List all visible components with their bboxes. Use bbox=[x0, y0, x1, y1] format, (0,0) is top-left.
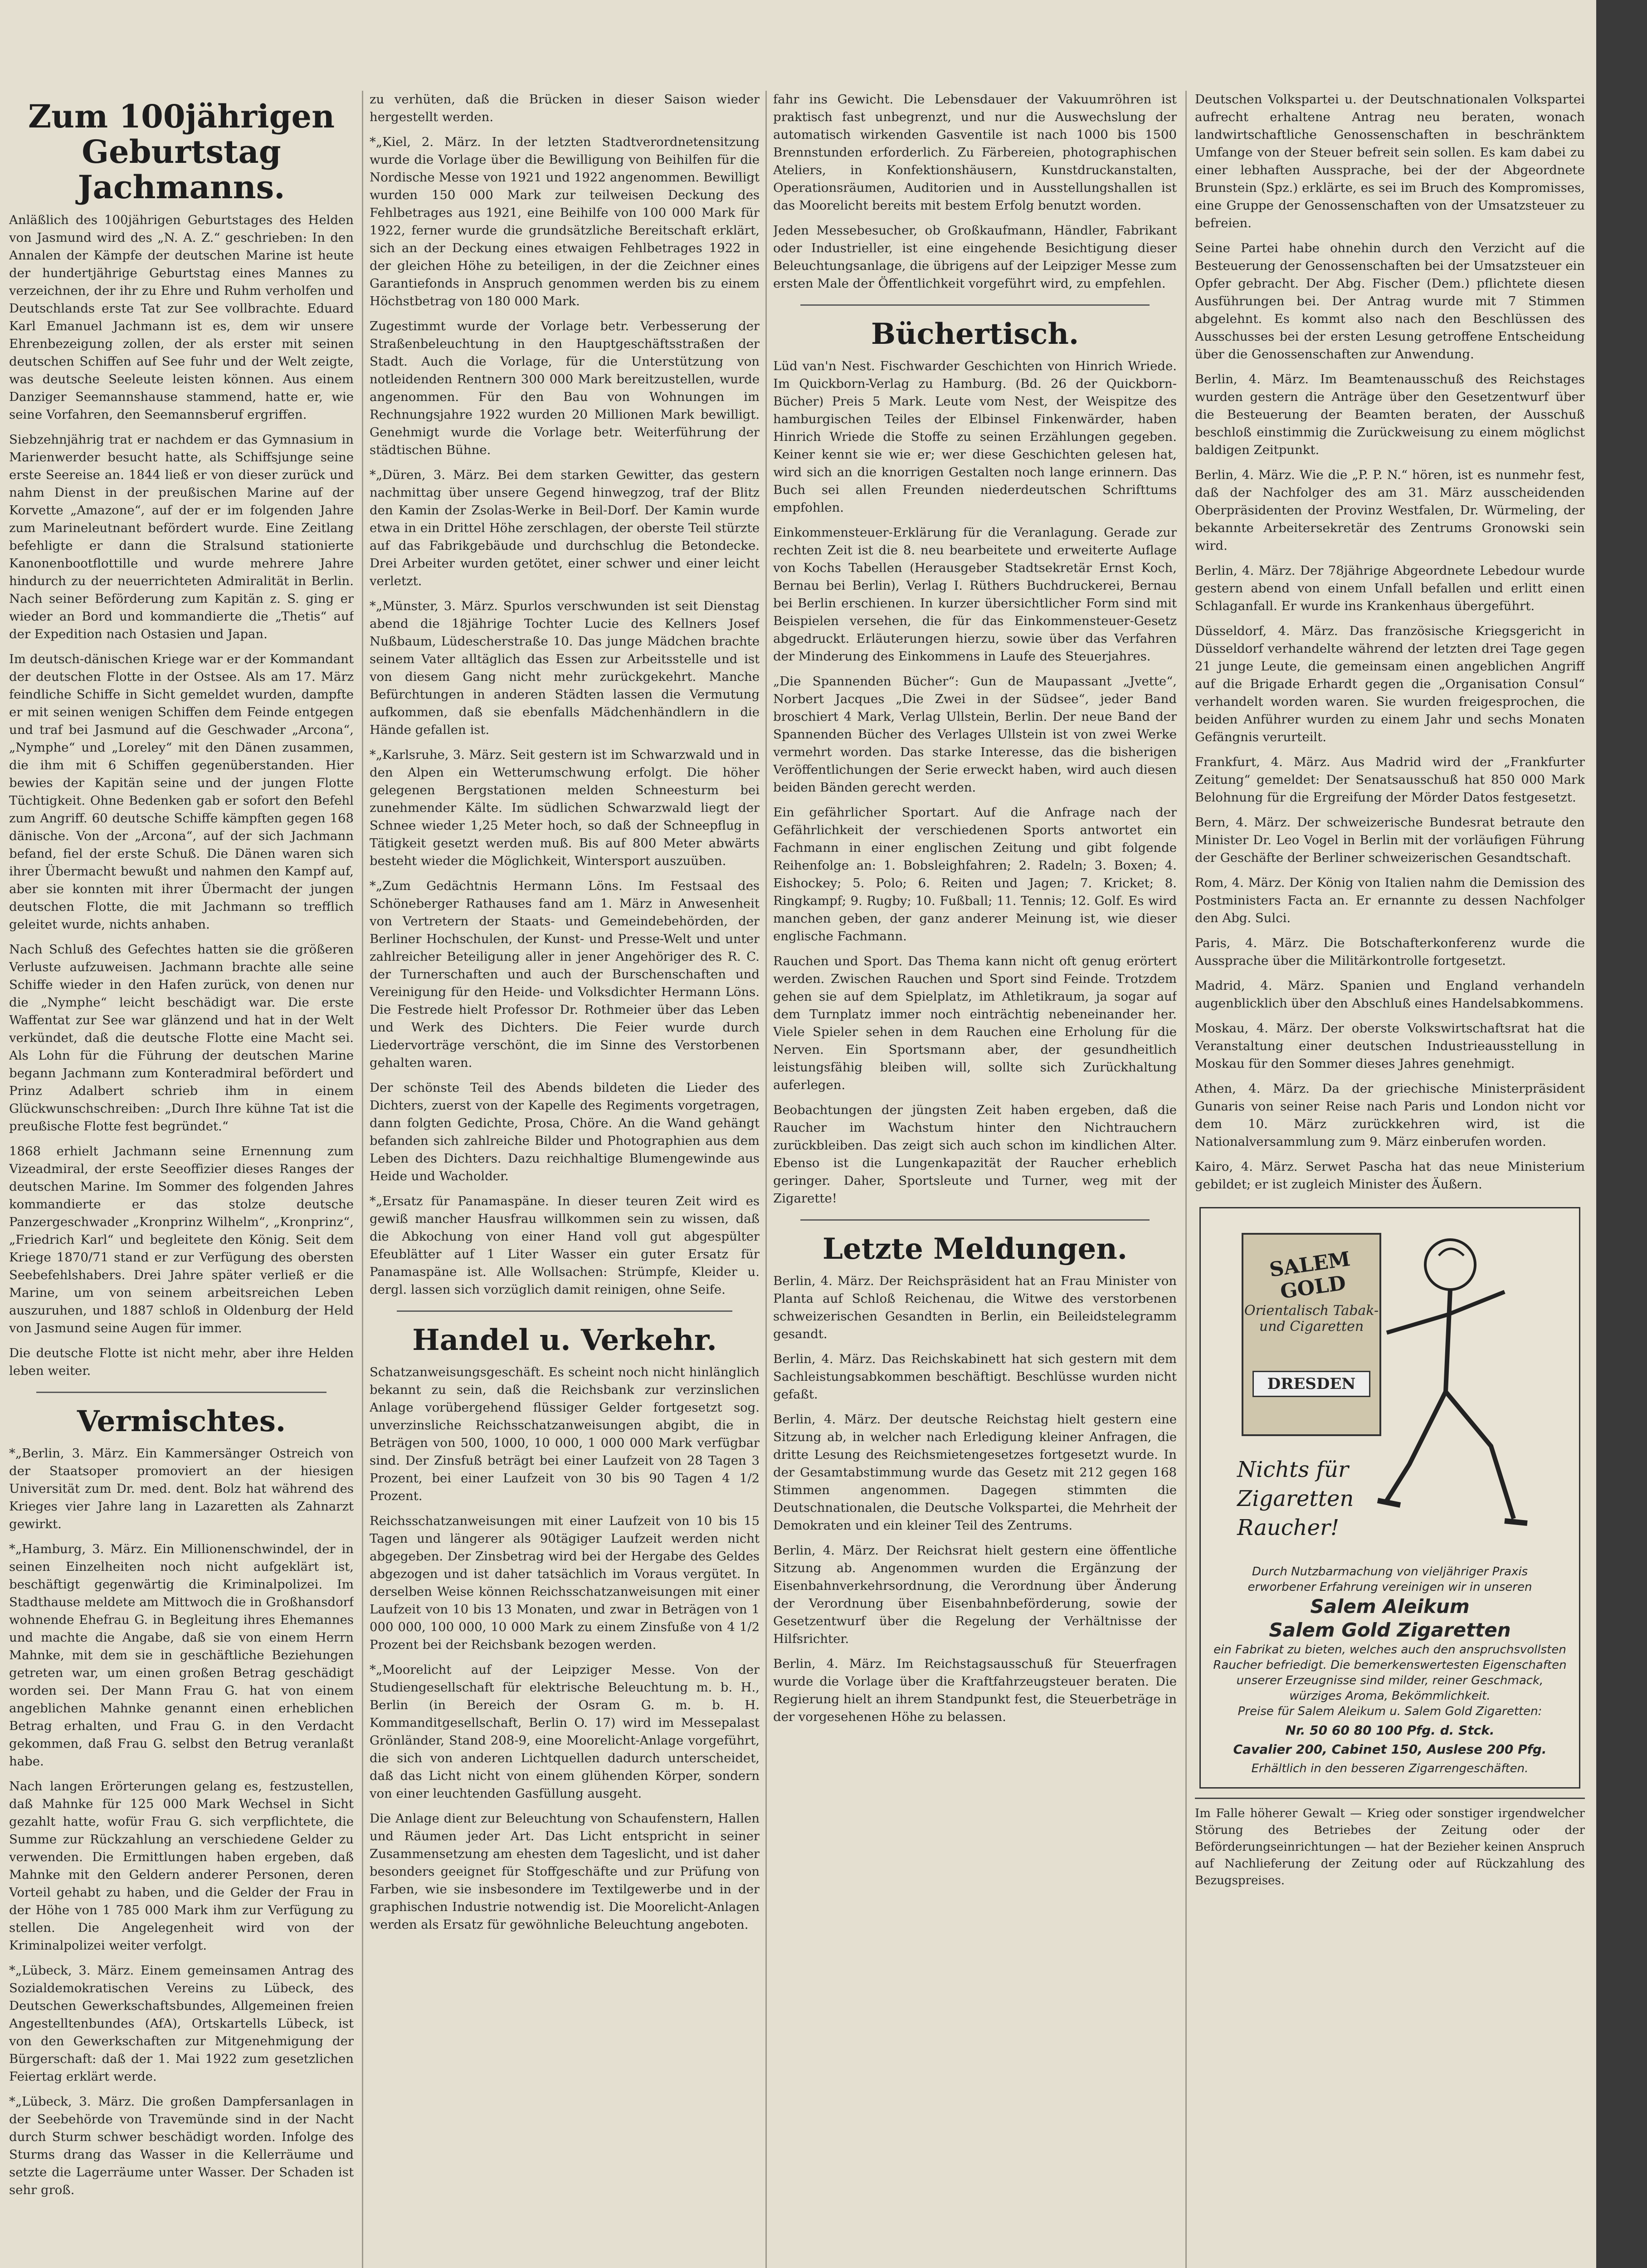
ad-brand-2: Salem Gold Zigaretten bbox=[1269, 1619, 1511, 1641]
article-paragraph: 1868 erhielt Jachmann seine Ernennung zum Vizeadmiral, der erste Seeoffizier dieses Ranges der deutschen Marine. Im Sommer des folgenden Jahres kommandierte er das stolze deutsche Panzergeschwader „Kronprinz Wilhelm“, „Kronprinz“, „Friedrich Karl“ und begleitete den König. Seit dem Kriege 1870/71 stand er zur Verfügung des obersten Seebefehlshabers. Drei Jahre später verließ er die Marine, um von seinem arbeitsreichen Leben auszuruhen, und 1887 schloß in Oldenburg der Held von Jasmund seine Augen für immer. bbox=[9, 1144, 354, 1335]
review-item: Beobachtungen der jüngsten Zeit haben ergeben, daß die Raucher im Wachstum hinter den Nichtrauchern zurückbleiben. Das zeigt sich auch schon im kindlichen Alter. Ebenso ist die Lungenkapazität der Raucher erheblich geringer. Daher, Sportsleute und Turner, weg mit der Zigarette! bbox=[773, 1103, 1177, 1206]
news-item: *„Karlsruhe, 3. März. Seit gestern ist im Schwarzwald und in den Alpen ein Wetterumschwung erfolgt. Die höher gelegenen Bergstationen melden Schneesturm bei zunehmender Kälte. Im südlichen Schwarzwald liegt der Schnee wieder 1,25 Meter hoch, so daß der Schneepflug in Tätigkeit gesetzt werden muß. Bis auf 800 Meter abwärts besteht wieder die Möglichkeit, Wintersport auszuüben. bbox=[370, 748, 760, 868]
review-item: Rauchen und Sport. Das Thema kann nicht oft genug erörtert werden. Zwischen Rauchen und Sport sind Feinde. Trotzdem gehen sie auf dem Spielplatz, im Athletikraum, ja sogar auf dem Turnplatz immer noch einträchtig nebeneinander her. Viele Spieler sehen in dem Rauchen eine Erholung für die Nerven. Ein Sportsmann aber, der gesundheitlich leistungsfähig bleiben will, sollte sich Zurückhaltung auferlegen. bbox=[773, 954, 1177, 1092]
ad-line: Durch Nutzbarmachung von vieljähriger Praxis bbox=[1252, 1565, 1528, 1579]
news-item: Berlin, 4. März. Der deutsche Reichstag hielt gestern eine Sitzung ab, in welcher nach Erledigung kleiner Anfragen, die dritte Lesung des Reichsmietengesetzes fortgesetzt wurde. In der Gesamtabstimmung wurde das Gesetz mit 212 gegen 168 Stimmen angenommen. Dagegen stimmten die Deutschnationalen, die Deutsche Volkspartei, die Mehrheit der Demokraten und ein kleiner Teil des Zentrums. bbox=[773, 1412, 1177, 1533]
package-city: DRESDEN bbox=[1252, 1371, 1370, 1397]
section-divider bbox=[397, 1310, 732, 1312]
section-heading: Büchertisch. bbox=[871, 317, 1079, 351]
news-item: *„Kiel, 2. März. In der letzten Stadtverordnetensitzung wurde die Vorlage über die Bewilligung von Beihilfen für die Nordische Messe von 1921 und 1922 angenommen. Bewilligt wurden 150 000 Mark zur teilweisen Deckung des Fehlbetrages aus 1921, eine Beihilfe von 100 000 Mark für 1922, ferner wurde die grundsätzliche Bereitschaft erklärt, sich an der Deckung eines etwaigen Fehlbetrages 1922 in der gleichen Höhe zu beteiligen, in der die Zeichner eines Garantiefonds in Anspruch genommen werden bis zu einem Höchstbetrag von 180 000 Mark. bbox=[370, 135, 760, 308]
section-heading: Vermischtes. bbox=[77, 1404, 286, 1438]
ad-prices-2: Cavalier 200, Cabinet 150, Auslese 200 Pfg. bbox=[1233, 1742, 1547, 1757]
article-paragraph: Im deutsch-dänischen Kriege war er der Kommandant der deutschen Flotte in der Ostsee. Als am 17. März feindliche Schiffe in Sicht gemeldet wurden, dampfte er mit seinen wenigen Schiffen dem Feinde entgegen und traf bei Jasmund auf die Geschwader „Arcona“, „Nymphe“ und „Loreley“ mit den Dänen zusammen, die ihm mit 6 Schiffen gegenüberstanden. Hier bewies der Kapitän seine und der jungen Flotte Tüchtigkeit. Ohne Bedenken gab er sofort den Befehl zum Angriff. 60 deutsche Schiffe kämpften gegen 168 dänische. Von der „Arcona“, auf der sich Jachmann befand, fiel der erste Schuß. Die Dänen waren sich ihrer Übermacht bewußt und nahmen den Kampf auf, aber sie konnten mit ihrer Übermacht der jungen deutschen Flotte, die mit Jachmann so trefflich geleitet wurde, nichts anhaben. bbox=[9, 652, 354, 932]
column-2 bbox=[370, 91, 760, 1941]
article-paragraph: Siebzehnjährig trat er nachdem er das Gymnasium in Marienwerder besucht hatte, als Schiffsjunge seine erste Seereise an. 1844 ließ er von dieser zurück und nahm Dienst in der preußischen Marine auf der Korvette „Amazone“, auf der er im folgenden Jahre zum Marineleutnant befördert wurde. Eine Zeitlang befehligte er dann die Stralsund stationierte Kanonenbootflottille und wurde mehrere Jahre hindurch zu der neuerrichteten Admiralität in Berlin. Nach seiner Beförderung zum Kapitän z. S. ging er wieder an Bord und kommandierte die „Thetis“ auf der Expedition nach Ostasien und Japan. bbox=[9, 432, 354, 641]
review-item: „Die Spannenden Bücher“: Gun de Maupassant „Jvette“, Norbert Jacques „Die Zwei in der Südsee“, jeder Band broschiert 4 Mark, Verlag Ullstein, Berlin. Der neue Band der Spannenden Bücher des Verlages Ullstein ist von zwei Werke vermehrt worden. Das starke Interesse, das die bisherigen Veröffentlichungen der Serie erweckt haben, wird auch diesen beiden Bänden gerecht werden. bbox=[773, 674, 1177, 795]
news-item: *„Ersatz für Panamaspäne. In dieser teuren Zeit wird es gewiß mancher Hausfrau willkommen sein zu wissen, daß die Abkochung von einer Hand voll gut abgespülter Efeublätter auf 1 Liter Wasser ein guter Ersatz für Panamaspäne ist. Alle Wollsachen: Strümpfe, Kleider u. dergl. lassen sich vorzüglich damit reinigen, ohne Seife. bbox=[370, 1194, 760, 1297]
ad-line: erworbener Erfahrung vereinigen wir in unseren bbox=[1247, 1580, 1532, 1594]
news-item: Deutschen Volkspartei u. der Deutschnationalen Volkspartei aufrecht erhaltene Antrag neu beraten, wonach landwirtschaftliche Genossenschaften in beschränktem Umfange von der Steuer befreit sein sollen. Es kam dabei zu einer lebhaften Aussprache, bei der der Abgeordnete Brunstein (Spz.) erklärte, es sei im Bruch des Kompromisses, eine Gruppe der Genossenschaften von der Umsatzsteuer zu befreien. bbox=[1195, 92, 1585, 230]
news-item: Berlin, 4. März. Wie die „P. P. N.“ hören, ist es nunmehr fest, daß der Nachfolger des am 31. März ausscheidenden Oberpräsidenten der Provinz Westfalen, Dr. Würmeling, der bekannte Arbeitersekretär des Zentrums Gronowski sein wird. bbox=[1195, 468, 1585, 553]
section-divider bbox=[800, 304, 1150, 306]
article-paragraph: Die deutsche Flotte ist nicht mehr, aber ihre Helden leben weiter. bbox=[9, 1346, 354, 1378]
news-item: Zugestimmt wurde der Vorlage betr. Verbesserung der Straßenbeleuchtung in den Hauptgeschäftsstraßen der Stadt. Auch die Vorlage, für die Unterstützung von notleidenden Rentnern 300 000 Mark bereitzustellen, wurde angenommen. Für den Bau von Wohnungen im Rechnungsjahre 1922 wurden 20 Millionen Mark bewilligt. Genehmigt wurde die Vorlage betr. Weiterführung der städtischen Bühne. bbox=[370, 319, 760, 457]
column-4 bbox=[1195, 91, 1585, 1897]
news-item: Berlin, 4. März. Im Beamtenausschuß des Reichstages wurden gestern die Anträge über den Gesetzentwurf über die Besteuerung der Beamten beraten, der Ausschuß beschloß einstimmig die Zurückweisung zu einem möglichst baldigen Zeitpunkt. bbox=[1195, 372, 1585, 457]
news-item: Berlin, 4. März. Im Reichstagsausschuß für Steuerfragen wurde die Vorlage über die Kraftfahrzeugsteuer beraten. Die Regierung hielt an ihrem Standpunkt fest, die Steuerbeträge in der vorgesehenen Höhe zu belassen. bbox=[773, 1657, 1177, 1724]
news-item: *„Münster, 3. März. Spurlos verschwunden ist seit Dienstag abend die 18jährige Tochter Lucie des Kellners Josef Nußbaum, Lüdescherstraße 10. Das junge Mädchen brachte seinem Vater alltäglich das Essen zur Arbeitsstelle und ist von diesem Gang nicht mehr zurückgekehrt. Manche Befürchtungen in anderen Städten lassen die Vermutung aufkommen, daß sie ebenfalls Mädchenhändlern in die Hände gefallen ist. bbox=[370, 599, 760, 737]
news-item: *„Zum Gedächtnis Hermann Löns. Im Festsaal des Schöneberger Rathauses fand am 1. März in Anwesenheit von Vertretern der Staats- und Gemeindebehörden, der Berliner Hochschulen, der Kunst- und Presse-Welt und unter zahlreicher Beteiligung aller in jener Angehöriger des R. C. der Turnerschaften und auch der Burschenschaften und Vereinigung für den Heide- und Volksdichter Hermann Löns. Die Festrede hielt Professor Dr. Rothmeier über das Leben und Werk des Dichters. Die Feier wurde durch Liedervorträge verschönt, die im Sinne des Verstorbenen gehalten waren. bbox=[370, 879, 760, 1070]
section-divider bbox=[36, 1392, 326, 1393]
column-rule bbox=[1185, 91, 1187, 2268]
salem-gold-advertisement bbox=[1199, 1207, 1580, 1789]
section-heading: Handel u. Verkehr. bbox=[412, 1323, 717, 1357]
column-rule bbox=[362, 91, 363, 2268]
advertisement-artwork bbox=[1210, 1219, 1570, 1564]
news-item: Moskau, 4. März. Der oberste Volkswirtschaftsrat hat die Veranstaltung einer deutschen Industrieausstellung in Moskau für den Sommer dieses Jahres genehmigt. bbox=[1195, 1021, 1585, 1071]
article-paragraph: Anläßlich des 100jährigen Geburtstages des Helden von Jasmund wird des „N. A. Z.“ geschrieben: In den Annalen der Kämpfe der deutschen Marine ist heute der hundertjährige Geburtstag eines Mannes zu verzeichnen, der ihr zu Ehre und Ruhm verholfen und Deutschlands erste Tat zur See vollbrachte. Eduard Karl Emanuel Jachmann ist es, dem wir unsere Ehrenbezeigung zollen, der als erster mit seinen deutschen Schiffen auf See fuhr und der Welt zeigte, was deutsche Seeleute leisten können. Aus einem Danziger Seemannshause stammend, hatte er, wie seine Vorfahren, den Seemannsberuf ergriffen. bbox=[9, 213, 354, 422]
news-item: Schatzanweisungsgeschäft. Es scheint noch nicht hinlänglich bekannt zu sein, daß die Reichsbank zur verzinslichen Anlage vorübergehend flüssiger Gelder fortgesetzt sog. unverzinsliche Reichsschatzanweisungen abgibt, die in Beträgen von 500, 1000, 10 000, 1 000 000 Mark verfügbar sind. Der Zinsfuß beträgt bei einer Laufzeit von 28 Tagen 3 Prozent, bei einer Laufzeit von 30 bis 90 Tagen 4 1/2 Prozent. bbox=[370, 1365, 760, 1503]
news-item: *„Lübeck, 3. März. Die großen Dampfersanlagen in der Seebehörde von Travemünde sind in der Nacht durch Sturm schwer beschädigt worden. Infolge des Sturms drang das Wasser in die Kellerräume und setzte die Lagerräume unter Wasser. Der Schaden ist sehr groß. bbox=[9, 2094, 354, 2197]
news-item: zu verhüten, daß die Brücken in dieser Saison wieder hergestellt werden. bbox=[370, 92, 760, 124]
news-item: fahr ins Gewicht. Die Lebensdauer der Vakuumröhren ist praktisch fast unbegrenzt, und nur die Auswechslung der automatisch wirkenden Gasventile ist nach 1000 bis 1500 Brennstunden erforderlich. Zu Färbereien, photographischen Ateliers, in Konfektionshäusern, Kunstdruckanstalten, Operationsräumen, Auditorien und in Ausstellungshallen ist das Moorelicht bereits mit bestem Erfolg benutzt worden. bbox=[773, 92, 1177, 213]
news-item: Nach langen Erörterungen gelang es, festzustellen, daß Mahnke für 125 000 Mark Wechsel in Sicht gezahlt hatte, wofür Frau G. sich verpflichtete, die Summe zur Rückzahlung an verschiedene Gelder zu verwenden. Die Ermittlungen haben ergeben, daß Mahnke mit den Geldern anderer Personen, deren Vorteil gehabt zu haben, und die Gelder der Frau in der Höhe von 1 785 000 Mark ihm zur Verfügung zu stellen. Die Angelegenheit wird von der Kriminalpolizei weiter verfolgt. bbox=[9, 1779, 354, 1953]
package-subtitle: Orientalisch Tabak- und Cigaretten bbox=[1244, 1303, 1379, 1334]
article-paragraph: Nach Schluß des Gefechtes hatten sie die größeren Verluste aufzuweisen. Jachmann brachte alle seine Schiffe wieder in den Hafen zurück, von denen nur die „Nymphe“ leicht beschädigt war. Die erste Waffentat zur See war glänzend und hat in der Welt verkündet, daß die deutsche Flotte eine Macht sei. Als Lohn für die Führung der deutschen Marine begann Jachmann zum Konteradmiral befördert und Prinz Adalbert schrieb ihm in einem Glückwunschschreiben: „Durch Ihre kühne Tat ist die preußische Flotte fest begründet.“ bbox=[9, 942, 354, 1134]
news-item: *„Hamburg, 3. März. Ein Millionenschwindel, der in seinen Einzelheiten noch nicht aufgeklärt ist, beschäftigt gegenwärtig die Kriminalpolizei. Im Stadthause meldete am Mittwoch die in Großhansdorf wohnende Ehefrau G. in Begleitung ihres Ehemannes und machte die Angabe, daß sie von einem Herrn Mahnke, mit dem sie in geschäftliche Beziehungen getreten war, um einen großen Betrag geschädigt worden sei. Der Mann Frau G. hat von einem angeblichen Mahnke genannt einen erheblichen Betrag erhalten, und Frau G. in den Verdacht gekommen, daß Frau G. selbst den Betrug veranlaßt habe. bbox=[9, 1542, 354, 1769]
section-heading: Letzte Meldungen. bbox=[822, 1232, 1128, 1266]
advertisement-text bbox=[1210, 1564, 1570, 1776]
column-1 bbox=[9, 91, 354, 2206]
article-heading: Zum 100jährigen Geburtstag Jachmanns. bbox=[28, 98, 335, 206]
scan-edge bbox=[1596, 0, 1647, 2268]
news-item: *„Moorelicht auf der Leipziger Messe. Von der Studiengesellschaft für elektrische Beleuchtung m. b. H., Berlin (in Bereich der Osram G. m. b. H. Kommanditgesellschaft, Berlin O. 17) wird im Messepalast Grönländer, Stand 208-9, eine Moorelicht-Anlage vorgeführt, die sich von anderen Lichtquellen dadurch unterscheidet, daß das Licht nicht von einem glühenden Körper, sondern von einer leuchtenden Gasfüllung ausgeht. bbox=[370, 1662, 760, 1801]
news-item: Berlin, 4. März. Der Reichspräsident hat an Frau Minister von Planta auf Schloß Reichenau, die Witwe des verstorbenen schweizerischen Gesandten in Berlin, ein Beileidstelegramm gesandt. bbox=[773, 1274, 1177, 1341]
news-item: Paris, 4. März. Die Botschafterkonferenz wurde die Aussprache über die Militärkontrolle fortgesetzt. bbox=[1195, 936, 1585, 968]
news-item: Berlin, 4. März. Der Reichsrat hielt gestern eine öffentliche Sitzung ab. Angenommen wurden die Ergänzung der Eisenbahnverkehrsordnung, die Verordnung über Änderung der Verordnung über Eisenbahnbeförderung, sowie der Gesetzentwurf über die Regelung der Verhältnisse der Hilfsrichter. bbox=[773, 1543, 1177, 1646]
news-item: Berlin, 4. März. Der 78jährige Abgeordnete Lebedour wurde gestern abend von einem Unfall befallen und erlitt einen Schlaganfall. Er wurde ins Krankenhaus übergeführt. bbox=[1195, 563, 1585, 613]
ad-line: Preise für Salem Aleikum u. Salem Gold Zigaretten: bbox=[1238, 1705, 1542, 1718]
review-item: Ein gefährlicher Sportart. Auf die Anfrage nach der Gefährlichkeit der verschiedenen Sports antwortet ein Fachmann in einer englischen Zeitung und gibt folgende Reihenfolge an: 1. Bobsleighfahren; 2. Radeln; 3. Boxen; 4. Eishockey; 5. Polo; 6. Reiten und Jagen; 7. Kricket; 8. Ringkampf; 9. Rugby; 10. Fußball; 11. Tennis; 12. Golf. Es wird manchen geben, der ganz anderer Meinung ist, wie dieser englische Fachmann. bbox=[773, 805, 1177, 943]
ad-line: ein Fabrikat zu bieten, welches auch den anspruchsvollsten Raucher befriedigt. Die bemerkenswertesten Eigenschaften unserer Erzeugnisse sind milder, reiner Geschmack, würziges Aroma, Bekömmlichkeit. bbox=[1213, 1643, 1567, 1703]
news-item: Der schönste Teil des Abends bildeten die Lieder des Dichters, zuerst von der Kapelle des Regiments vorgetragen, dann folgten Gedichte, Prosa, Chöre. An die Wand gehängt befanden sich zahlreiche Bilder und Photographien aus dem Leben des Dichters. Dazu reichhaltige Blumengewinde aus Heide und Wacholder. bbox=[370, 1080, 760, 1183]
news-item: Frankfurt, 4. März. Aus Madrid wird der „Frankfurter Zeitung“ gemeldet: Der Senatsausschuß hat 850 000 Mark Belohnung für die Ergreifung der Mörder Datos festgesetzt. bbox=[1195, 755, 1585, 805]
column-rule bbox=[765, 91, 767, 2268]
news-item: Berlin, 4. März. Das Reichskabinett hat sich gestern mit dem Sachleistungsabkommen beschäftigt. Beschlüsse wurden nicht gefaßt. bbox=[773, 1352, 1177, 1402]
review-item: Einkommensteuer-Erklärung für die Veranlagung. Gerade zur rechten Zeit ist die 8. neu bearbeitete und erweiterte Auflage von Kochs Tabellen (Herausgeber Stadtsekretär Ernst Koch, Bernau bei Berlin), Verlag I. Rüthers Buchdruckerei, Bernau bei Berlin erschienen. In kurzer übersichtlicher Form sind mit Beispielen versehen, die für das Einkommensteuer-Gesetz abgedruckt. Erläuterungen hierzu, sowie über das Verfahren der Minderung des Einkommens in Laufe des Steuerjahres. bbox=[773, 525, 1177, 664]
news-item: Rom, 4. März. Der König von Italien nahm die Demission des Postministers Facta an. Er ernannte zu dessen Nachfolger den Abg. Sulci. bbox=[1195, 875, 1585, 925]
section-divider bbox=[800, 1219, 1150, 1221]
package-brand: SALEM GOLD bbox=[1268, 1247, 1352, 1304]
news-item: Kairo, 4. März. Serwet Pascha hat das neue Ministerium gebildet; er ist zugleich Minister des Äußern. bbox=[1195, 1159, 1585, 1192]
news-item: Bern, 4. März. Der schweizerische Bundesrat betraute den Minister Dr. Leo Vogel in Berlin mit der vorläufigen Führung der Geschäfte der Berliner schweizerischen Gesandtschaft. bbox=[1195, 815, 1585, 865]
news-item: Reichsschatzanweisungen mit einer Laufzeit von 10 bis 15 Tagen und längerer als 90tägiger Laufzeit werden nicht abgegeben. Der Zinsbetrag wird bei der Hergabe des Geldes abgezogen und ist daher tatsächlich im Voraus vergütet. In derselben Weise können Reichsschatzanweisungen mit einer Laufzeit von 10 bis 13 Monaten, und zwar in Beträgen von 1 000 000, 100 000, 10 000 Mark zu einem Zinsfuße von 4 1/2 Prozent bei der Reichsbank bezogen werden. bbox=[370, 1514, 760, 1652]
news-item: *„Düren, 3. März. Bei dem starken Gewitter, das gestern nachmittag über unsere Gegend hinwegzog, traf der Blitz den Kamin der Zsolas-Werke in Beil-Dorf. Der Kamin wurde etwa in ein Drittel Höhe zerschlagen, der oberste Teil stürzte auf das Fabrikgebäude und durchschlug die Betondecke. Drei Arbeiter wurden getötet, einer schwer und einer leicht verletzt. bbox=[370, 468, 760, 588]
advertisement-slogan: Nichts für Zigaretten Raucher! bbox=[1237, 1457, 1354, 1540]
news-item: Athen, 4. März. Da der griechische Ministerpräsident Gunaris von seiner Reise nach Paris und London nicht vor dem 10. März zurückkehren wird, ist die Nationalversammlung zum 9. März einberufen worden. bbox=[1195, 1081, 1585, 1149]
news-item: Jeden Messebesucher, ob Großkaufmann, Händler, Fabrikant oder Industrieller, ist eine eingehende Besichtigung dieser Beleuchtungsanlage, die übrigens auf der Leipziger Messe zum ersten Male der Öffentlichkeit vorgeführt wird, zu empfehlen. bbox=[773, 223, 1177, 291]
column-3 bbox=[773, 91, 1177, 1733]
news-item: Madrid, 4. März. Spanien und England verhandeln augenblicklich über den Abschluß eines Handelsabkommens. bbox=[1195, 978, 1585, 1011]
news-item: *„Lübeck, 3. März. Einem gemeinsamen Antrag des Sozialdemokratischen Vereins zu Lübeck, des Deutschen Gewerkschaftsbundes, Allgemeinen freien Angestelltenbundes (AfA), Ortskartells Lübeck, ist von den Gewerkschaften zur Mitgenehmigung der Bürgerschaft: daß der 1. Mai 1922 zum gesetzlichen Feiertag erklärt werde. bbox=[9, 1963, 354, 2084]
review-item: Lüd van'n Nest. Fischwarder Geschichten von Hinrich Wriede. Im Quickborn-Verlag zu Hamburg. (Bd. 26 der Quickborn-Bücher) Preis 5 Mark. Leute vom Nest, der Weispitze des hamburgischen Teiles der Elbinsel Finkenwärder, haben Hinrich Wriede die Stoffe zu seinen Erzählungen gegeben. Keiner kennt sie wie er; wer diese Geschichten gelesen hat, wird sich an die knorrigen Gestalten noch lange erinnern. Das Buch sei allen Freunden niederdeutschen Schrifttums empfohlen. bbox=[773, 359, 1177, 515]
news-item: Düsseldorf, 4. März. Das französische Kriegsgericht in Düsseldorf verhandelte während der letzten drei Tage gegen 21 junge Leute, die gemeinsam einen angeblichen Angriff auf die Brigade Erhardt gegen die „Organisation Consul“ verhandelt worden waren. Sie wurden freigesprochen, die beiden Anführer wurden zu einem Jahr und sechs Monaten Gefängnis verurteilt. bbox=[1195, 624, 1585, 744]
ad-line: Erhältlich in den besseren Zigarrengeschäften. bbox=[1251, 1762, 1529, 1775]
news-item: *„Berlin, 3. März. Ein Kammersänger Ostreich von der Staatsoper promoviert an der hiesigen Universität zum Dr. med. dent. Bolz hat während des Krieges vier Jahre lang in Lazaretten als Zahnarzt gewirkt. bbox=[9, 1446, 354, 1531]
ad-prices: Nr. 50 60 80 100 Pfg. d. Stck. bbox=[1285, 1723, 1495, 1738]
ad-brand-1: Salem Aleikum bbox=[1310, 1595, 1470, 1618]
publisher-notice: Im Falle höherer Gewalt — Krieg oder sonstiger irgendwelcher Störung des Betriebes der Zeitung oder der Beförderungseinrichtungen — hat der Bezieher keinen Anspruch auf Nachlieferung der Zeitung oder auf Rückzahlung des Bezugspreises. bbox=[1195, 1798, 1585, 1889]
news-item: Seine Partei habe ohnehin durch den Verzicht auf die Besteuerung der Genossenschaften bei der Umsatzsteuer ein Opfer gebracht. Der Abg. Fischer (Dem.) pflichtete diesen Ausführungen bei. Der Antrag wurde mit 7 Stimmen abgelehnt. Es kommt also nach den Beschlüssen des Ausschusses bei der ersten Lesung getroffene Entscheidung über die Genossenschaften zur Anwendung. bbox=[1195, 241, 1585, 362]
news-item: Die Anlage dient zur Beleuchtung von Schaufenstern, Hallen und Räumen jeder Art. Das Licht entspricht in seiner Zusammensetzung am ehesten dem Tageslicht, und ist daher besonders geeignet für Stoffgeschäfte und zur Prüfung von Farben, wie sie insbesondere im Textilgewerbe und in der graphischen Industrie notwendig ist. Die Moorelicht-Anlagen werden als Ersatz für gewöhnliche Beleuchtung angeboten. bbox=[370, 1811, 760, 1932]
